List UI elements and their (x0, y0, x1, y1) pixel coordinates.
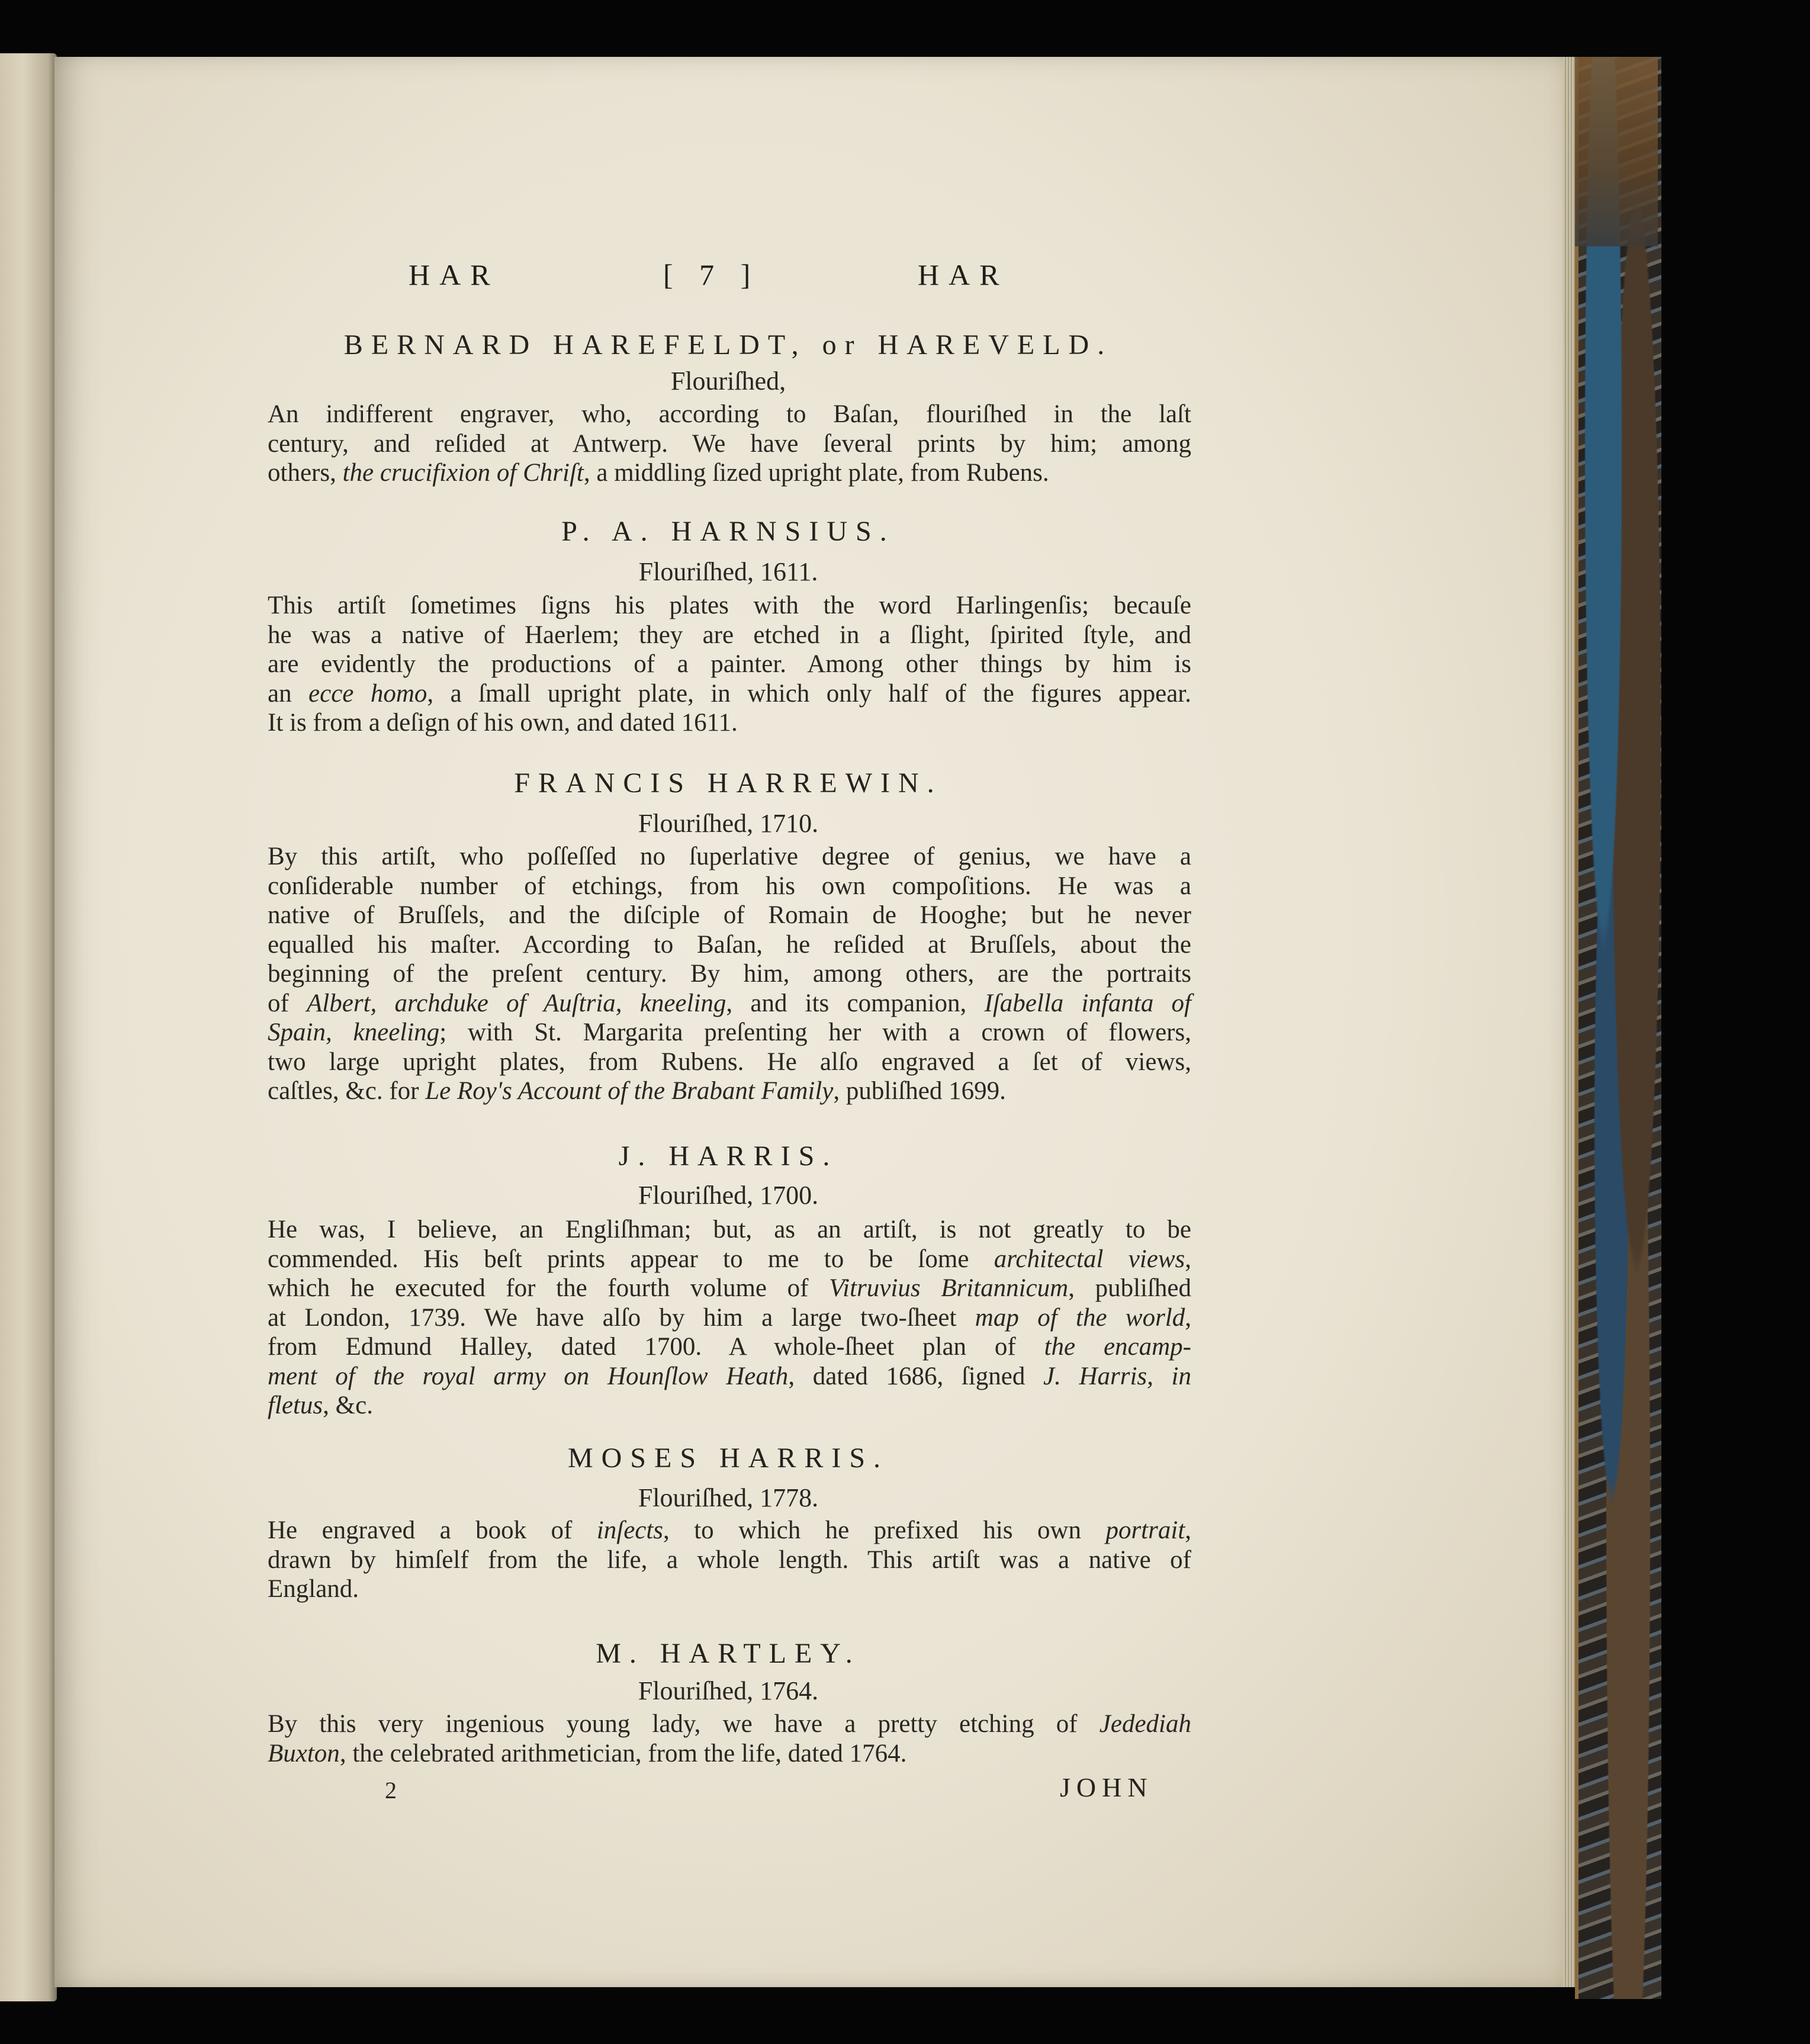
catchword: JOHN (1060, 1772, 1153, 1802)
text-line: native of Bruſſels, and the diſciple of Romain de Hooghe; but he never (268, 901, 1191, 929)
text-line: which he executed for the fourth volume of Vitruvius Britannicum, publiſhed (268, 1274, 1191, 1302)
flourished-line: Flouriſhed, (670, 367, 786, 396)
flourished-line: Flouriſhed, 1611. (638, 557, 818, 586)
running-head-right: HAR (918, 258, 1009, 291)
flourished-line: Flouriſhed, 1700. (638, 1181, 819, 1210)
text-line: fletus, &c. (268, 1391, 373, 1419)
left-page-edge (0, 53, 57, 2001)
text-line: from Edmund Halley, dated 1700. A whole-ſheet plan of the encamp- (268, 1333, 1191, 1361)
entry-paragraph (268, 1709, 1191, 1768)
text-line: drawn by himſelf from the life, a whole length. This artiſt was a native of (268, 1545, 1191, 1574)
text-line: England. (268, 1575, 359, 1603)
entry-heading: BERNARD HAREFELDT, or HAREVELD. (343, 329, 1113, 361)
text-line: By this artiſt, who poſſeſſed no ſuperlative degree of genius, we have a (268, 843, 1191, 870)
entry-paragraph (268, 1215, 1191, 1420)
text-line: beginning of the preſent century. By him, among others, are the portraits (268, 960, 1191, 988)
text-line: equalled his maſter. According to Baſan, he reſided at Bruſſels, about the (268, 930, 1191, 959)
signature-mark: 2 (385, 1777, 397, 1804)
text-line: Buxton, the celebrated arithmetician, from the life, dated 1764. (268, 1739, 907, 1767)
text-line: An indifferent engraver, who, according to Baſan, flouriſhed in the laſt (268, 400, 1191, 428)
leather-spine-corner (1575, 57, 1658, 246)
text-line: By this very ingenious young lady, we have a pretty etching of Jedediah (268, 1710, 1191, 1738)
entry-paragraph (268, 400, 1191, 488)
text-line: of Albert, archduke of Auſtria, kneeling, and its companion, Iſabella infanta of (268, 989, 1191, 1017)
text-line: he was a native of Haerlem; they are etched in a ſlight, ſpirited ſtyle, and (268, 621, 1191, 649)
page-edges (1563, 57, 1576, 1987)
text-line: He was, I believe, an Engliſhman; but, as an artiſt, is not greatly to be (268, 1216, 1191, 1243)
page-number: [ 7 ] (663, 258, 760, 291)
flourished-line: Flouriſhed, 1778. (638, 1483, 819, 1512)
text-line: conſiderable number of etchings, from his own compoſitions. He was a (268, 872, 1191, 900)
marbled-cover (1575, 57, 1661, 1999)
text-line: Spain, kneeling; with St. Margarita preſenting her with a crown of flowers, (268, 1018, 1191, 1046)
entry-heading: J. HARRIS. (618, 1140, 838, 1172)
text-line: at London, 1739. We have alſo by him a large two-ſheet map of the world, (268, 1303, 1191, 1332)
entry-heading: FRANCIS HARREWIN. (514, 767, 943, 799)
text-line: century, and reſided at Antwerp. We have ſeveral prints by him; among (268, 429, 1191, 458)
running-head (409, 258, 1078, 299)
text-line: caſtles, &c. for Le Roy's Account of the Brabant Family, publiſhed 1699. (268, 1077, 1006, 1105)
flourished-line: Flouriſhed, 1764. (638, 1676, 819, 1705)
entry-paragraph (268, 1516, 1191, 1604)
text-line: This artiſt ſometimes ſigns his plates with the word Harlingenſis; becauſe (268, 592, 1191, 619)
text-line: It is from a deſign of his own, and dated 1611. (268, 709, 738, 737)
entry-paragraph (268, 591, 1191, 738)
text-line: others, the crucifixion of Chriſt, a middling ſized upright plate, from Rubens. (268, 459, 1049, 487)
text-line: two large upright plates, from Rubens. He alſo engraved a ſet of views, (268, 1047, 1191, 1076)
text-line: are evidently the productions of a painter. Among other things by him is (268, 650, 1191, 678)
entry-heading: P. A. HARNSIUS. (561, 516, 895, 547)
entry-heading: M. HARTLEY. (596, 1638, 861, 1669)
flourished-line: Flouriſhed, 1710. (638, 809, 819, 838)
text-line: He engraved a book of inſects, to which he prefixed his own portrait, (268, 1516, 1192, 1544)
text-line: an ecce homo, a ſmall upright plate, in which only half of the figures appear. (268, 679, 1191, 708)
text-line: ment of the royal army on Hounſlow Heath, dated 1686, ſigned J. Harris, in (268, 1362, 1191, 1390)
running-head-left: HAR (409, 258, 500, 291)
entry-paragraph (268, 842, 1191, 1106)
text-line: commended. His beſt prints appear to me to be ſome architectal views, (268, 1245, 1191, 1273)
entry-heading: MOSES HARRIS. (567, 1442, 889, 1474)
